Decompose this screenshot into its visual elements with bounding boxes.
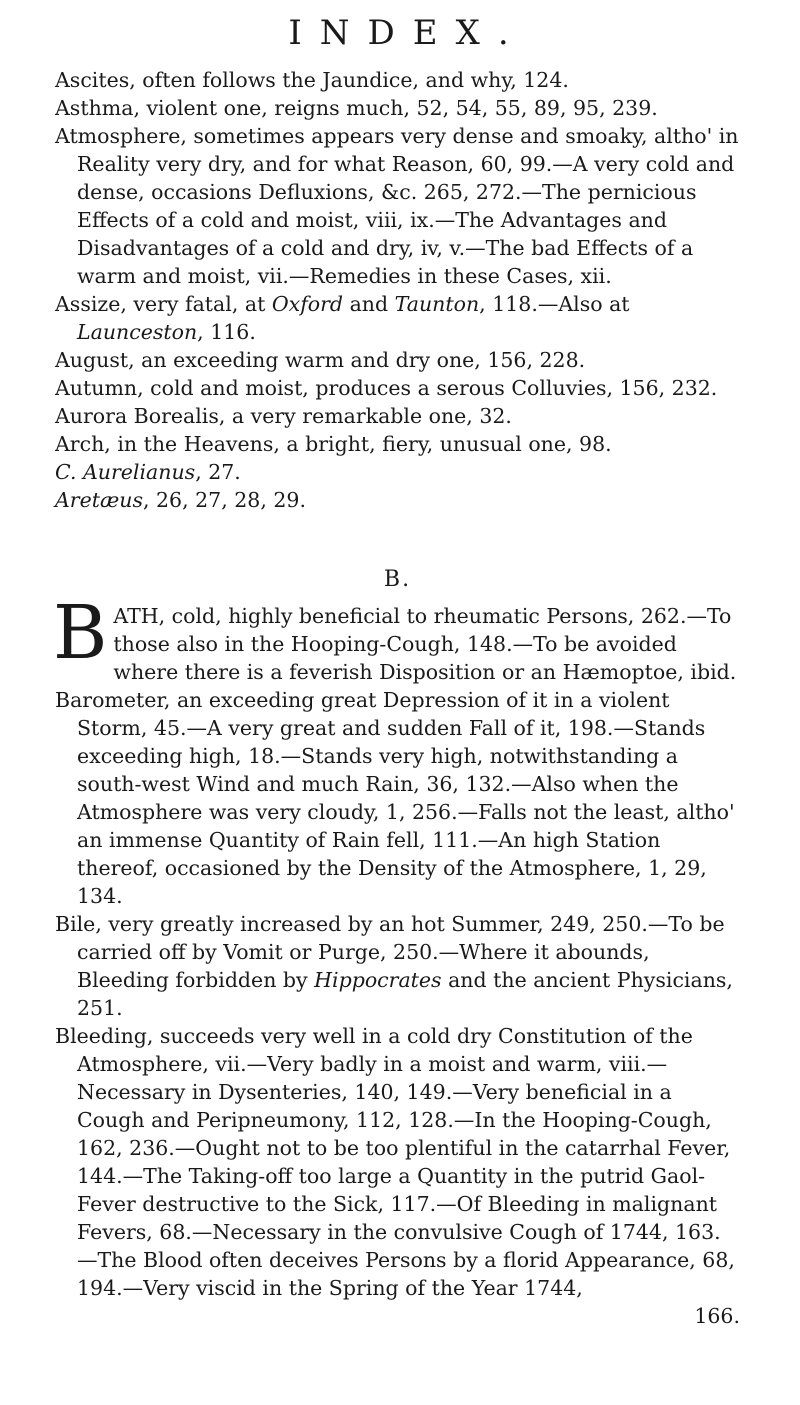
- drop-cap: B: [53, 590, 108, 676]
- entry-head: Ascites: [55, 68, 130, 92]
- index-entry-autumn: [55, 374, 740, 402]
- entry-head: C. Aurelianus: [55, 460, 196, 484]
- place-name: Launceston: [77, 320, 198, 344]
- section-letter-b: B.: [383, 567, 412, 592]
- entry-head: August: [55, 348, 129, 372]
- entry-head: Aurora Borealis: [55, 404, 219, 428]
- entry-text: , 26, 27, 28, 29.: [142, 488, 306, 512]
- entry-head: Atmosphere: [55, 124, 181, 148]
- place-name: Oxford: [271, 292, 344, 316]
- index-entry-august: [55, 346, 740, 374]
- person-name: Hippocrates: [314, 968, 442, 992]
- entry-text: ATH, cold, highly beneficial to rheumatic Persons, 262.—To those also in the Hooping-Cough, 148.—To be avoided where there is a feverish Disposition or an Hæmoptoe, ibid.: [113, 604, 737, 684]
- index-entry-atmosphere: [55, 122, 740, 290]
- entry-text: and the ancient Physicians, 251.: [77, 968, 733, 1020]
- index-entry-ascites: [55, 66, 740, 94]
- entry-text: , an exceeding warm and dry one, 156, 228.: [128, 348, 586, 372]
- entry-text: , sometimes appears very dense and smoaky, altho' in Reality very dry, and for what Reason, 60, 99.—A very cold and dense, occasions Defluxions, &c. 265, 272.—The pernicious Effects of a cold and moist, viii, ix.—The Advantages and Disadvantages of a cold and dry, iv, v.—The bad Effects of a warm and moist, vii.—Remedies in these Cases, xii.: [77, 124, 739, 288]
- index-entry-barometer: [55, 686, 740, 910]
- entry-text: , 27.: [195, 460, 241, 484]
- entry-head: Bile: [55, 912, 96, 936]
- entry-head: Assize: [55, 292, 121, 316]
- index-entries: [55, 66, 740, 1330]
- entry-text: and: [343, 292, 395, 316]
- index-entry-aurelianus: [55, 458, 740, 486]
- entry-text: , 116.: [197, 320, 256, 344]
- index-entry-asthma: [55, 94, 740, 122]
- entry-text: , 118.—Also at: [479, 292, 630, 316]
- index-entry-bath: [53, 590, 740, 686]
- index-entry-bile: [55, 910, 740, 1022]
- index-entry-aurora: [55, 402, 740, 430]
- entry-text: , violent one, reigns much, 52, 54, 55, 89, 95, 239.: [133, 96, 658, 120]
- entry-text: , very greatly increased by an hot Summer, 249, 250.—To be carried off by Vomit or Purge, 250.—Where it abounds, Bleeding forbidden by: [77, 912, 725, 992]
- entry-head: Barometer: [55, 688, 164, 712]
- page-title: INDEX.: [288, 13, 527, 53]
- entry-text: 166.: [694, 1304, 740, 1328]
- index-entry-arch: [55, 430, 740, 458]
- entry-text: , often follows the Jaundice, and why, 124.: [129, 68, 569, 92]
- entry-text: , cold and moist, produces a serous Colluvies, 156, 232.: [137, 376, 718, 400]
- entry-head: Aretæus: [55, 488, 143, 512]
- entry-head: Arch: [55, 432, 105, 456]
- entry-text: , very fatal, at: [120, 292, 272, 316]
- entry-text: , a very remarkable one, 32.: [218, 404, 512, 428]
- index-entry-bleeding: [55, 1022, 740, 1302]
- place-name: Taunton: [394, 292, 480, 316]
- index-entry-continuation: [55, 1302, 740, 1330]
- entry-text: , in the Heavens, a bright, fiery, unusual one, 98.: [104, 432, 612, 456]
- entry-head: Autumn: [55, 376, 138, 400]
- index-entry-aretaeus: [55, 486, 740, 514]
- index-entry-assize: [55, 290, 740, 346]
- entry-text: , an exceeding great Depression of it in a violent Storm, 45.—A very great and sudden Fall of it, 198.—Stands exceeding high, 18.—Stands very high, notwithstanding a south-west Wind and much Rain, 36, 132.—Also when the Atmosphere was very cloudy, 1, 256.—Falls not the least, altho' an immense Quantity of Rain fell, 111.—An high Station thereof, occasioned by the Density of the Atmosphere, 1, 29, 134.: [77, 688, 735, 908]
- entry-text: , succeeds very well in a cold dry Constitution of the Atmosphere, vii.—Very badly in a moist and warm, viii.—Necessary in Dysenteries, 140, 149.—Very beneficial in a Cough and Peripneumony, 112, 128.—In the Hooping-Cough, 162, 236.—Ought not to be too plentiful in the catarrhal Fever, 144.—The Taking-off too large a Quantity in the putrid Gaol-Fever destructive to the Sick, 117.—Of Bleeding in malignant Fevers, 68.—Necessary in the convulsive Cough of 1744, 163.—The Blood often deceives Persons by a florid Appearance, 68, 194.—Very viscid in the Spring of the Year 1744,: [77, 1024, 735, 1300]
- entry-head: Asthma: [55, 96, 134, 120]
- entry-head: Bleeding: [55, 1024, 147, 1048]
